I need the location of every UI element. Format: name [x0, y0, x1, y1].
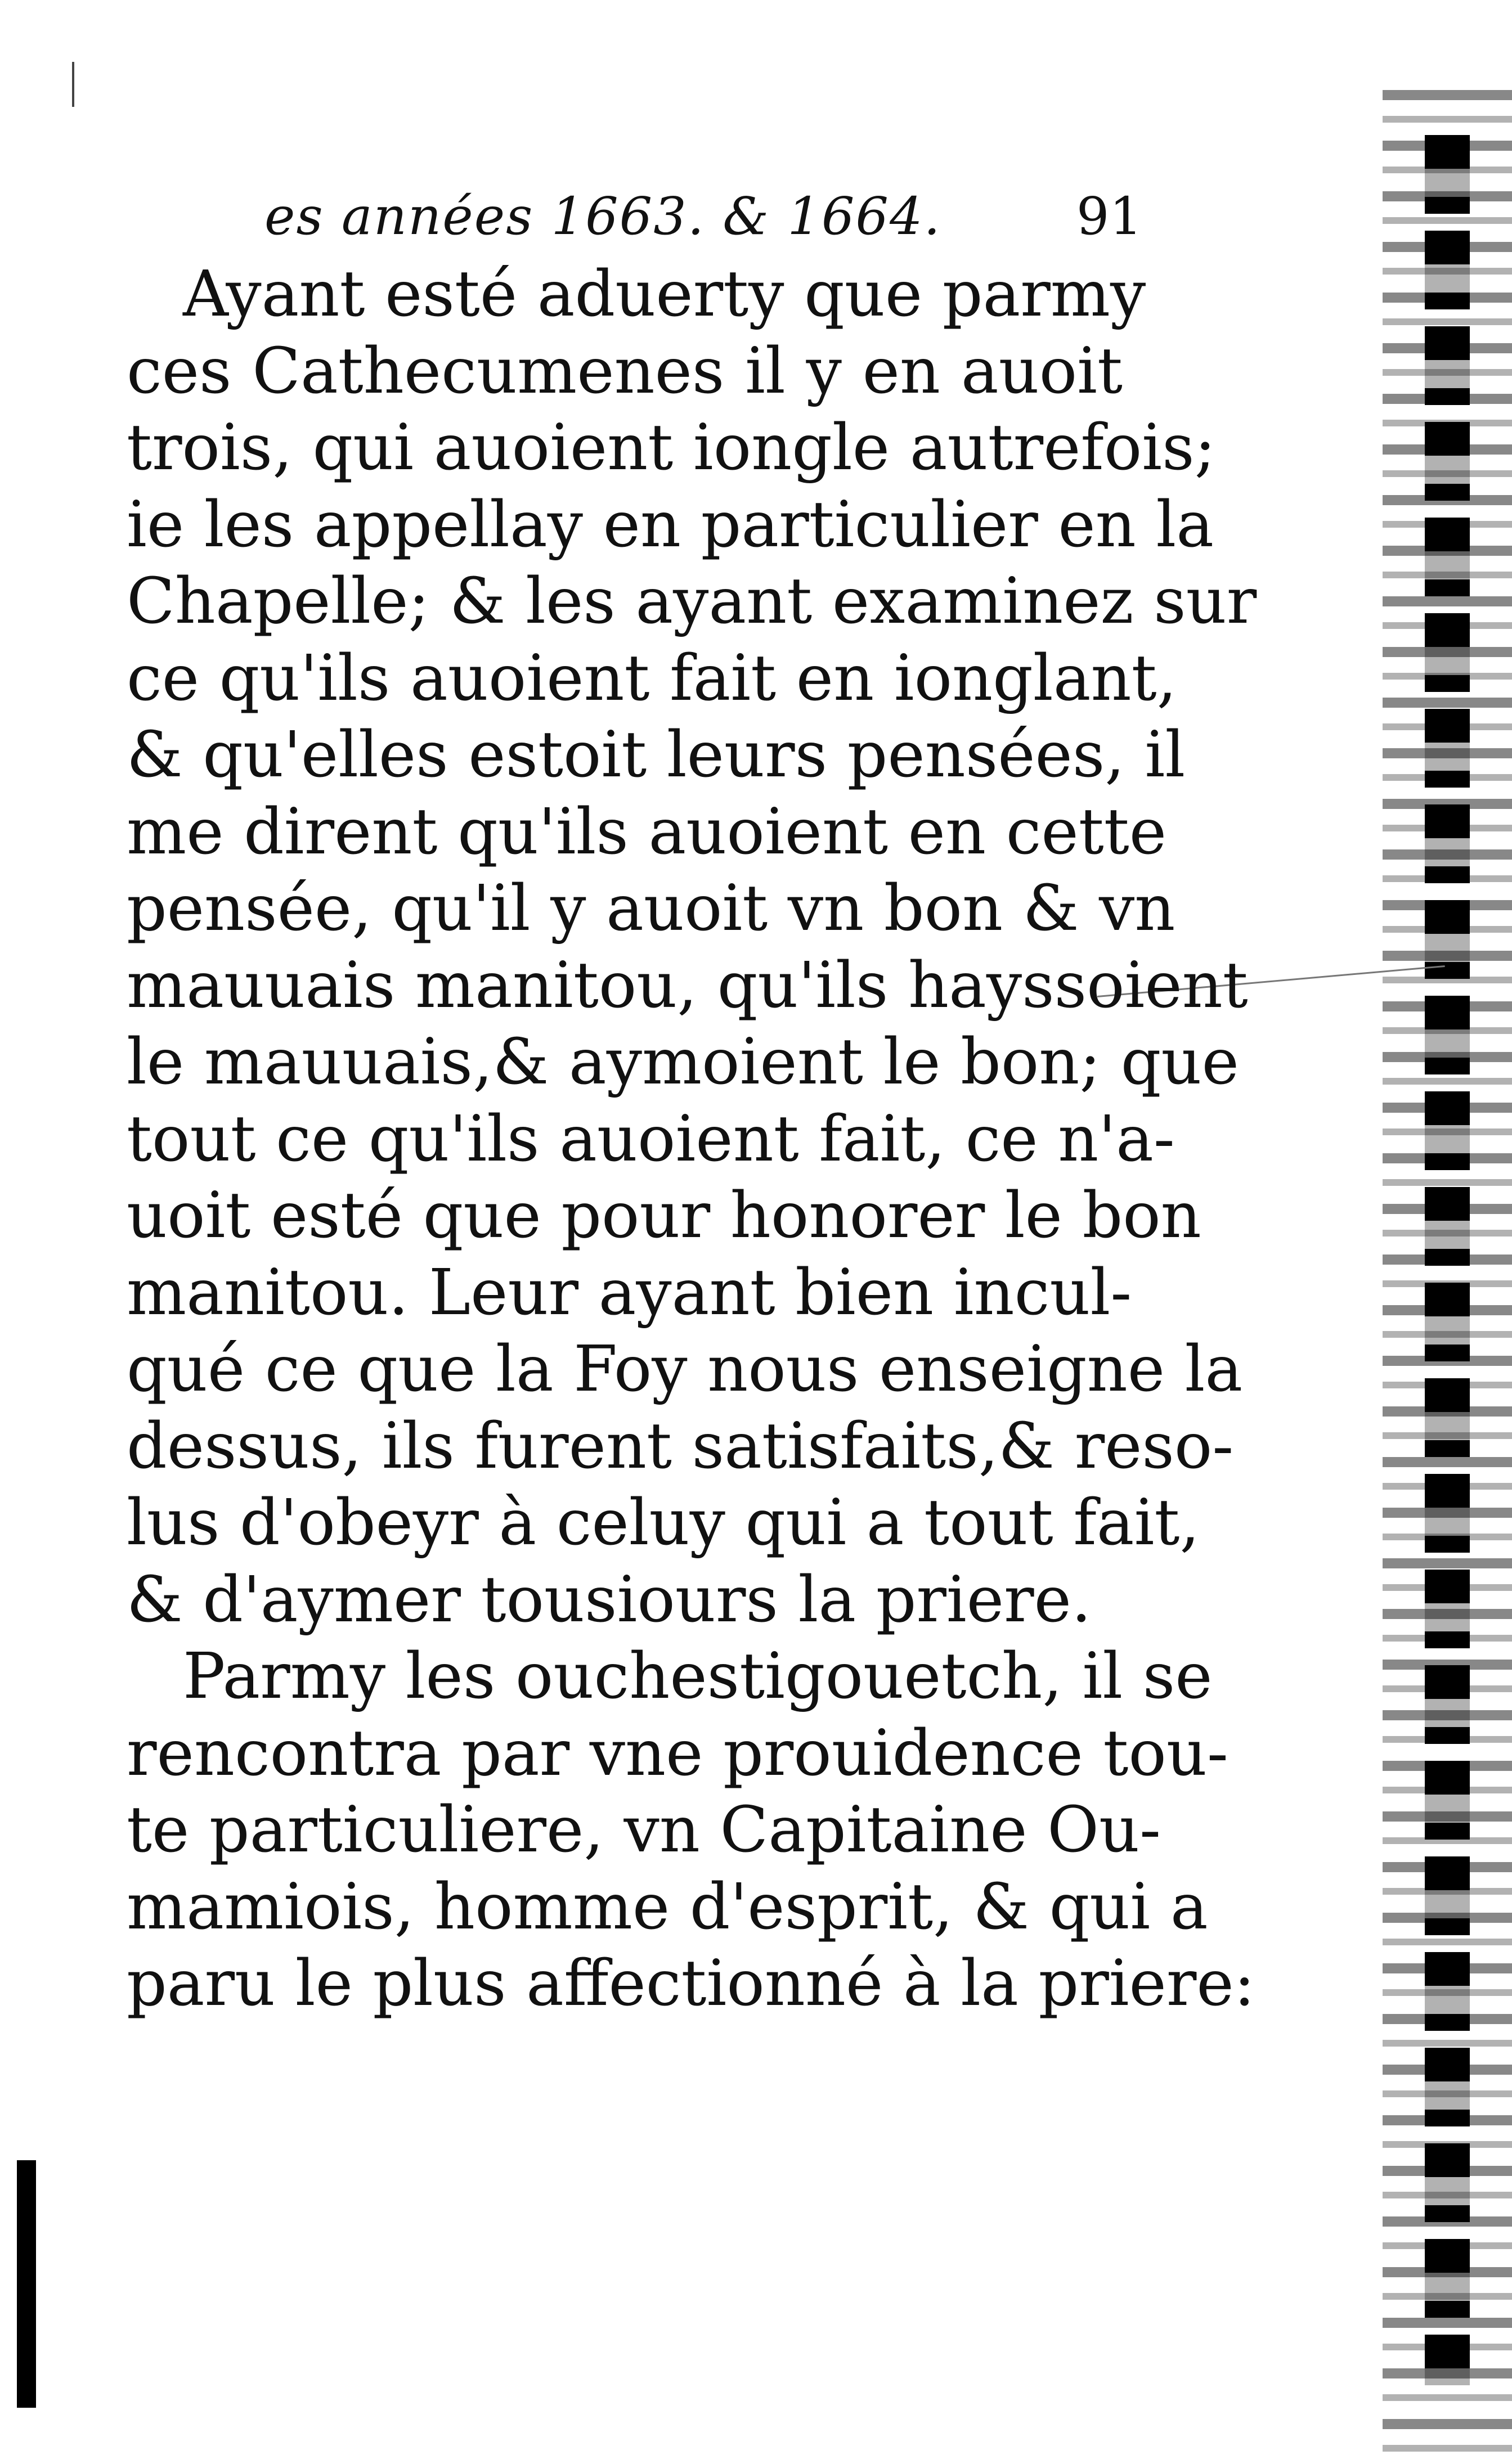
text-line: ces Cathecumenes il y en auoit: [127, 334, 1123, 408]
text-line: te particuliere, vn Capitaine Ou-: [127, 1793, 1161, 1867]
text-line: trois, qui auoient iongle autrefois;: [127, 411, 1216, 484]
text-line: & qu'elles estoit leurs pensées, il: [127, 718, 1186, 792]
text-line: rencontra par vne prouidence tou-: [127, 1716, 1228, 1790]
text-line: ce qu'ils auoient fait en ionglant,: [127, 641, 1177, 715]
text-line: me dirent qu'ils auoient en cette: [127, 795, 1166, 869]
text-line: mamiois, homme d'esprit, & qui a: [127, 1870, 1208, 1944]
text-line: uoit esté que pour honorer le bon: [127, 1179, 1201, 1252]
text-line: manitou. Leur ayant bien incul-: [127, 1256, 1132, 1329]
text-line: Ayant esté aduerty que parmy: [183, 258, 1146, 331]
text-line: qué ce que la Foy nous enseigne la: [127, 1333, 1243, 1406]
text-line: lus d'obeyr à celuy qui a tout fait,: [127, 1486, 1200, 1559]
text-line: Parmy les ouchestigouetch, il se: [183, 1640, 1213, 1713]
body-text: [127, 256, 1257, 2022]
text-line: mauuais manitou, qu'ils hayssoient: [127, 948, 1248, 1022]
text-line: pensée, qu'il y auoit vn bon & vn: [127, 872, 1175, 945]
text-line: ie les appellay en particulier en la: [127, 488, 1214, 561]
text-line: paru le plus affectionné à la priere:: [127, 1947, 1255, 2020]
text-line: le mauuais,& aymoient le bon; que: [127, 1026, 1239, 1099]
scan-mark: [72, 62, 74, 107]
text-line: Chapelle; & les ayant examinez sur: [127, 565, 1257, 638]
text-line: tout ce qu'ils auoient fait, ce n'a-: [127, 1102, 1175, 1176]
text-line: & d'aymer tousiours la priere.: [127, 1563, 1092, 1636]
page-header: [264, 186, 1142, 248]
running-title: es années 1663. & 1664.: [264, 186, 941, 246]
page-number: 91: [1076, 186, 1142, 246]
text-line: dessus, ils furent satisfaits,& reso-: [127, 1409, 1234, 1483]
scanned-margin-bar: [17, 2160, 36, 2408]
scanned-binding-shadow: [1425, 135, 1470, 2385]
